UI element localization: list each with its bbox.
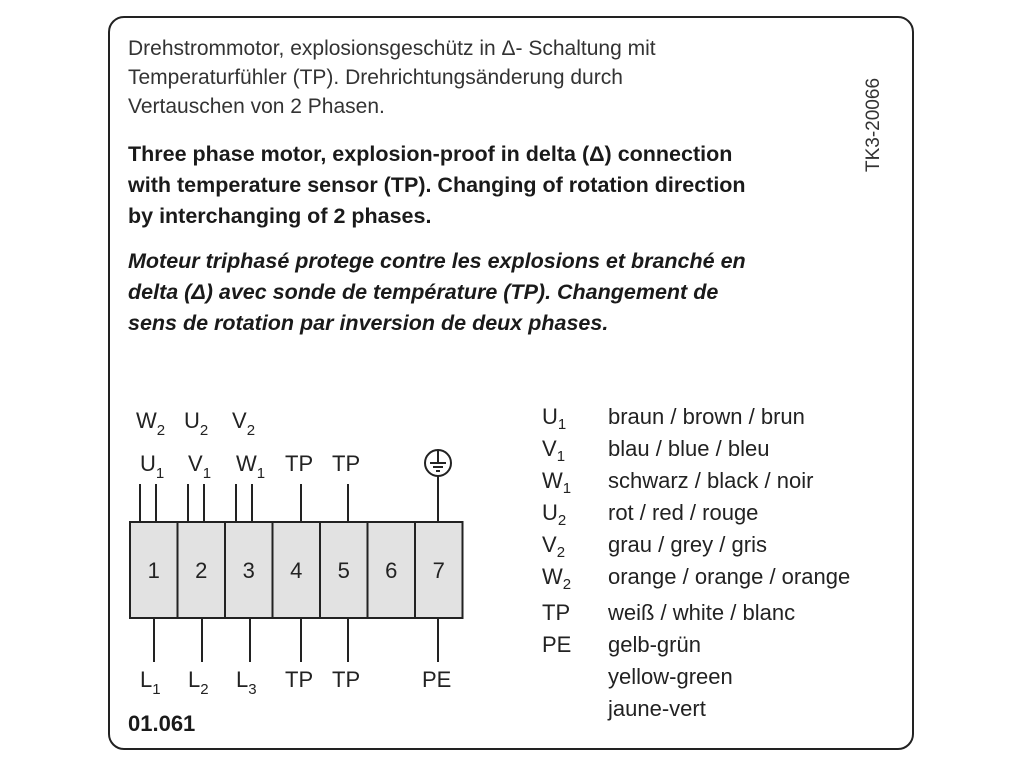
terminal-number: 4 xyxy=(290,558,303,583)
german-description xyxy=(128,34,656,121)
legend-terminal: $U_2$ xyxy=(542,500,567,529)
legend-color: grau / grey / gris xyxy=(608,532,767,557)
legend-terminal: $V_2$ xyxy=(542,532,566,561)
legend-color: weiß / white / blanc xyxy=(608,600,796,625)
english-line: Three phase motor, explosion-proof in delta (Δ) connection xyxy=(128,142,733,166)
english-line: with temperature sensor (TP). Changing of rotation direction xyxy=(128,173,746,197)
french-line: Moteur triphasé protege contre les explosions et branché en xyxy=(128,249,746,273)
bottom-label: PE xyxy=(422,667,452,692)
document-code: TK3-20066 xyxy=(863,77,884,172)
legend-color: gelb-grün xyxy=(608,632,701,657)
part-number: 01.061 xyxy=(128,711,196,736)
bottom-label: TP xyxy=(332,667,361,692)
terminal-number: 5 xyxy=(337,558,350,583)
legend-color: orange / orange / orange xyxy=(608,564,851,589)
german-line: Temperaturfühler (TP). Drehrichtungsänderung durch xyxy=(128,66,623,89)
top-label-inner: $W_1$ xyxy=(236,451,266,482)
legend-color: rot / red / rouge xyxy=(608,500,759,525)
german-line: Vertauschen von 2 Phasen. xyxy=(128,95,385,118)
top-label-outer: $W_2$ xyxy=(136,408,166,439)
bottom-label: $L_1$ xyxy=(140,667,161,698)
legend-color: braun / brown / brun xyxy=(608,404,805,429)
legend-color: yellow-green xyxy=(608,664,733,689)
english-description xyxy=(128,139,746,232)
bottom-label: $L_3$ xyxy=(236,667,257,698)
french-description xyxy=(128,246,746,339)
top-label-inner: TP xyxy=(285,451,314,476)
legend-color: jaune-vert xyxy=(608,696,706,721)
terminal-diagram xyxy=(120,400,480,705)
terminal-number: 3 xyxy=(242,558,255,583)
legend-terminal: $W_2$ xyxy=(542,564,572,593)
german-line: Drehstrommotor, explosionsgeschütz in Δ- Schaltung mit xyxy=(128,37,656,60)
terminal-number: 7 xyxy=(432,558,445,583)
terminal-diagram-svg xyxy=(120,400,480,700)
top-label-inner: $U_1$ xyxy=(140,451,165,482)
terminal-number: 6 xyxy=(385,558,398,583)
bottom-label: TP xyxy=(285,667,314,692)
legend-terminal: $V_1$ xyxy=(542,436,566,465)
legend-color: schwarz / black / noir xyxy=(608,468,814,493)
legend-terminal: $U_1$ xyxy=(542,404,567,433)
french-line: delta (Δ) avec sonde de température (TP). Changement de xyxy=(128,280,719,304)
terminal-number: 2 xyxy=(195,558,208,583)
french-line: sens de rotation par inversion de deux phases. xyxy=(128,311,609,335)
legend-terminal: TP xyxy=(542,600,571,625)
top-label-inner: TP xyxy=(332,451,361,476)
terminal-number: 1 xyxy=(147,558,160,583)
english-line: by interchanging of 2 phases. xyxy=(128,204,432,228)
legend-terminal: $W_1$ xyxy=(542,468,572,497)
top-label-inner: $V_1$ xyxy=(188,451,212,482)
top-label-outer: $V_2$ xyxy=(232,408,256,439)
top-label-outer: $U_2$ xyxy=(184,408,209,439)
bottom-label: $L_2$ xyxy=(188,667,209,698)
legend-terminal: PE xyxy=(542,632,572,657)
legend-color: blau / blue / bleu xyxy=(608,436,770,461)
